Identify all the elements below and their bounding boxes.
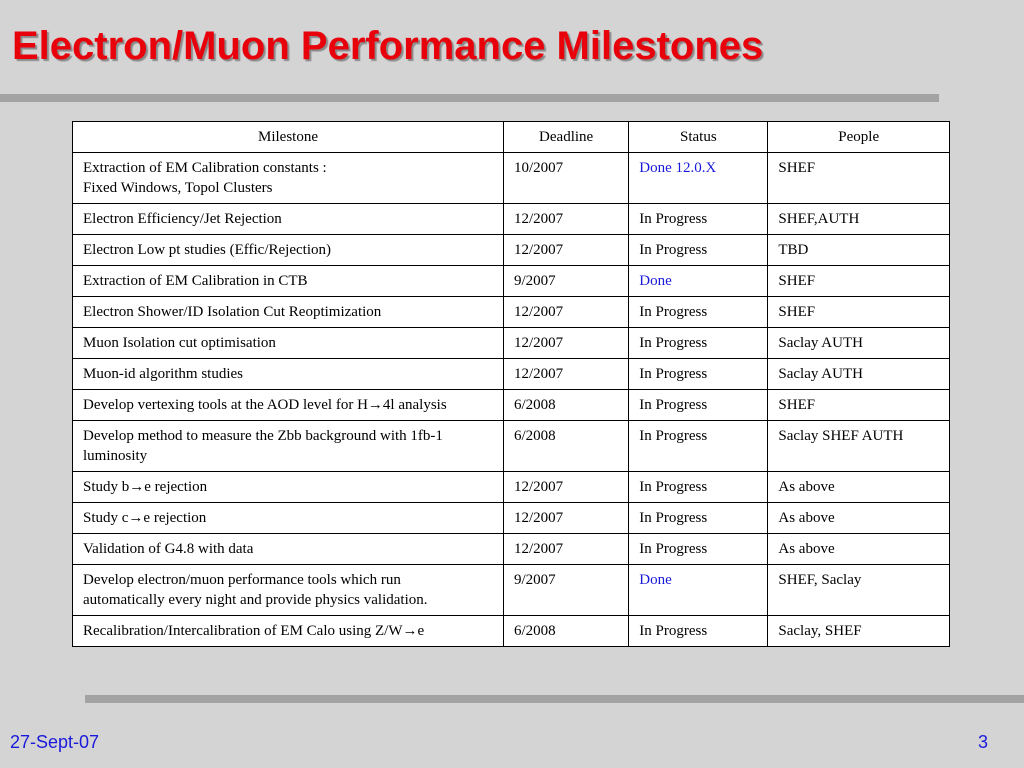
table-row: [73, 204, 950, 235]
milestone-text: Recalibration/Intercalibration of EM Calo using Z/W→e: [83, 623, 425, 639]
cell-deadline: 9/2007: [503, 266, 628, 297]
milestone-text: Electron Shower/ID Isolation Cut Reoptimization: [83, 304, 382, 320]
cell-status: In Progress: [629, 297, 768, 328]
footer-divider: [85, 695, 1024, 703]
cell-people: TBD: [768, 235, 950, 266]
slide-title: Electron/Muon Performance Milestones: [12, 24, 764, 68]
cell-milestone: [73, 359, 504, 390]
cell-milestone: [73, 534, 504, 565]
table-row: [73, 421, 950, 472]
milestone-text: Muon-id algorithm studies: [83, 366, 243, 382]
table-row: [73, 297, 950, 328]
cell-milestone: [73, 421, 504, 472]
cell-status: In Progress: [629, 616, 768, 647]
cell-milestone: [73, 235, 504, 266]
cell-people: Saclay AUTH: [768, 328, 950, 359]
cell-milestone: [73, 565, 504, 616]
cell-people: SHEF: [768, 297, 950, 328]
cell-deadline: 6/2008: [503, 421, 628, 472]
cell-milestone: [73, 266, 504, 297]
milestone-text: Validation of G4.8 with data: [83, 541, 254, 557]
cell-people: As above: [768, 534, 950, 565]
page-number: 3: [977, 732, 988, 752]
cell-people: SHEF: [768, 266, 950, 297]
column-header-milestone: Milestone: [73, 122, 504, 153]
milestone-text: Electron Low pt studies (Effic/Rejection): [83, 242, 331, 258]
cell-people: SHEF: [768, 390, 950, 421]
cell-status: In Progress: [629, 359, 768, 390]
cell-deadline: 6/2008: [503, 390, 628, 421]
cell-status: Done: [629, 266, 768, 297]
column-header-people: People: [768, 122, 950, 153]
cell-status: In Progress: [629, 204, 768, 235]
table-row: [73, 534, 950, 565]
table-row: [73, 616, 950, 647]
cell-milestone: [73, 472, 504, 503]
column-header-status: Status: [629, 122, 768, 153]
cell-status: In Progress: [629, 534, 768, 565]
cell-people: SHEF: [768, 153, 950, 204]
cell-milestone: [73, 390, 504, 421]
milestone-text: Electron Efficiency/Jet Rejection: [83, 211, 282, 227]
cell-milestone: [73, 616, 504, 647]
milestone-text: Study c→e rejection: [83, 510, 207, 526]
milestones-table: [72, 121, 950, 647]
cell-status: Done: [629, 565, 768, 616]
cell-milestone: [73, 328, 504, 359]
milestone-text: Extraction of EM Calibration in CTB: [83, 273, 308, 289]
milestone-text: Muon Isolation cut optimisation: [83, 335, 276, 351]
cell-people: Saclay, SHEF: [768, 616, 950, 647]
cell-deadline: 12/2007: [503, 359, 628, 390]
cell-deadline: 12/2007: [503, 328, 628, 359]
footer-date: 27-Sept-07: [10, 732, 100, 752]
cell-deadline: 9/2007: [503, 565, 628, 616]
milestone-text: Develop electron/muon performance tools which run: [83, 572, 401, 588]
table-row: [73, 328, 950, 359]
milestone-text: automatically every night and provide physics validation.: [83, 592, 428, 608]
milestone-text: Study b→e rejection: [83, 479, 208, 495]
cell-people: Saclay SHEF AUTH: [768, 421, 950, 472]
milestone-text: Develop vertexing tools at the AOD level for H→4l analysis: [83, 397, 447, 413]
table-row: [73, 565, 950, 616]
cell-milestone: [73, 204, 504, 235]
milestone-text: luminosity: [83, 448, 148, 464]
table-row: [73, 235, 950, 266]
cell-people: SHEF, Saclay: [768, 565, 950, 616]
cell-status: In Progress: [629, 235, 768, 266]
cell-milestone: [73, 503, 504, 534]
cell-deadline: 12/2007: [503, 235, 628, 266]
cell-milestone: [73, 153, 504, 204]
column-header-deadline: Deadline: [503, 122, 628, 153]
cell-status: In Progress: [629, 390, 768, 421]
milestone-text: Fixed Windows, Topol Clusters: [83, 180, 273, 196]
table-row: [73, 390, 950, 421]
table-row: [73, 503, 950, 534]
table-body: [73, 153, 950, 647]
cell-deadline: 12/2007: [503, 534, 628, 565]
milestone-text: Extraction of EM Calibration constants :: [83, 160, 327, 176]
table-row: [73, 359, 950, 390]
milestone-text: Develop method to measure the Zbb background with 1fb-1: [83, 428, 443, 444]
cell-deadline: 10/2007: [503, 153, 628, 204]
cell-people: As above: [768, 503, 950, 534]
cell-people: SHEF,AUTH: [768, 204, 950, 235]
cell-status: Done 12.0.X: [629, 153, 768, 204]
title-divider: [0, 94, 939, 102]
cell-status: In Progress: [629, 503, 768, 534]
cell-deadline: 12/2007: [503, 204, 628, 235]
cell-deadline: 12/2007: [503, 297, 628, 328]
cell-deadline: 12/2007: [503, 503, 628, 534]
cell-people: Saclay AUTH: [768, 359, 950, 390]
table-row: [73, 266, 950, 297]
cell-people: As above: [768, 472, 950, 503]
cell-status: In Progress: [629, 421, 768, 472]
table-row: [73, 472, 950, 503]
cell-deadline: 6/2008: [503, 616, 628, 647]
cell-status: In Progress: [629, 328, 768, 359]
table-row: [73, 153, 950, 204]
cell-milestone: [73, 297, 504, 328]
cell-status: In Progress: [629, 472, 768, 503]
table-header-row: [73, 122, 950, 153]
cell-deadline: 12/2007: [503, 472, 628, 503]
